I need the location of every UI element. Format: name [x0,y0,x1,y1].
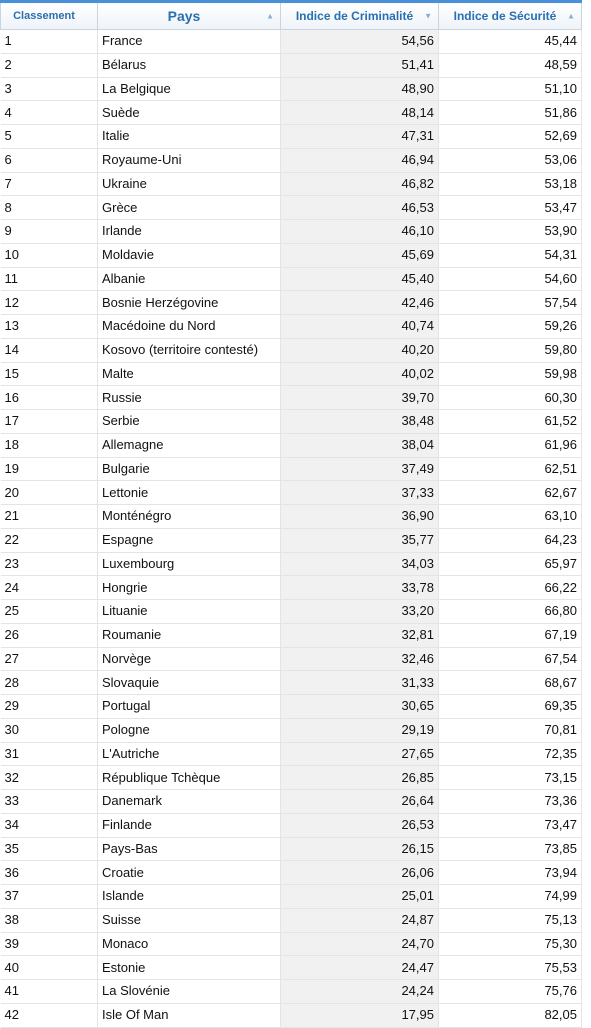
cell-safety-index: 74,99 [439,885,582,909]
cell-country: Islande [98,885,281,909]
cell-safety-index: 75,30 [439,932,582,956]
cell-rank: 18 [1,433,98,457]
cell-crime-index: 26,15 [281,837,439,861]
cell-safety-index: 63,10 [439,505,582,529]
cell-crime-index: 24,87 [281,908,439,932]
cell-crime-index: 30,65 [281,695,439,719]
cell-rank: 24 [1,576,98,600]
cell-country: Luxembourg [98,552,281,576]
cell-safety-index: 67,19 [439,623,582,647]
cell-safety-index: 68,67 [439,671,582,695]
cell-rank: 14 [1,338,98,362]
cell-crime-index: 26,53 [281,813,439,837]
cell-country: Slovaquie [98,671,281,695]
cell-crime-index: 35,77 [281,528,439,552]
cell-country: Pologne [98,718,281,742]
table-row [1,220,582,244]
cell-rank: 13 [1,315,98,339]
cell-country: Monaco [98,932,281,956]
cell-rank: 16 [1,386,98,410]
cell-safety-index: 66,80 [439,600,582,624]
cell-safety-index: 53,06 [439,148,582,172]
table-row [1,77,582,101]
cell-country: Malte [98,362,281,386]
cell-rank: 10 [1,243,98,267]
table-row [1,766,582,790]
cell-country: Isle Of Man [98,1003,281,1027]
cell-rank: 26 [1,623,98,647]
cell-safety-index: 82,05 [439,1003,582,1027]
sort-up-icon: ▲ [567,11,575,21]
cell-rank: 29 [1,695,98,719]
cell-rank: 37 [1,885,98,909]
table-row [1,243,582,267]
table-row [1,932,582,956]
column-header-label: Classement [13,10,75,22]
cell-crime-index: 24,47 [281,956,439,980]
cell-country: Espagne [98,528,281,552]
table-row [1,695,582,719]
cell-rank: 22 [1,528,98,552]
cell-crime-index: 36,90 [281,505,439,529]
cell-safety-index: 65,97 [439,552,582,576]
cell-crime-index: 48,14 [281,101,439,125]
cell-safety-index: 52,69 [439,125,582,149]
cell-rank: 3 [1,77,98,101]
cell-rank: 23 [1,552,98,576]
cell-country: Norvège [98,647,281,671]
table-row [1,718,582,742]
table-row [1,528,582,552]
table-row [1,267,582,291]
cell-rank: 30 [1,718,98,742]
table-row [1,125,582,149]
cell-crime-index: 26,06 [281,861,439,885]
cell-crime-index: 46,94 [281,148,439,172]
sort-up-icon: ▲ [266,11,274,21]
cell-rank: 5 [1,125,98,149]
cell-country: Monténégro [98,505,281,529]
table-row [1,315,582,339]
cell-crime-index: 48,90 [281,77,439,101]
cell-country: Kosovo (territoire contesté) [98,338,281,362]
cell-crime-index: 42,46 [281,291,439,315]
cell-crime-index: 24,70 [281,932,439,956]
cell-crime-index: 39,70 [281,386,439,410]
table-row [1,908,582,932]
table-row [1,623,582,647]
cell-safety-index: 75,76 [439,980,582,1004]
table-row [1,956,582,980]
cell-safety-index: 66,22 [439,576,582,600]
cell-crime-index: 40,74 [281,315,439,339]
cell-country: Irlande [98,220,281,244]
cell-country: L'Autriche [98,742,281,766]
cell-crime-index: 31,33 [281,671,439,695]
cell-safety-index: 72,35 [439,742,582,766]
cell-rank: 33 [1,790,98,814]
cell-crime-index: 46,53 [281,196,439,220]
cell-crime-index: 34,03 [281,552,439,576]
table-row [1,386,582,410]
table-row [1,53,582,77]
cell-country: Grèce [98,196,281,220]
cell-safety-index: 59,80 [439,338,582,362]
cell-safety-index: 51,86 [439,101,582,125]
table-row [1,196,582,220]
cell-safety-index: 70,81 [439,718,582,742]
cell-country: République Tchèque [98,766,281,790]
table-row [1,576,582,600]
cell-crime-index: 45,69 [281,243,439,267]
cell-safety-index: 53,18 [439,172,582,196]
table-row [1,647,582,671]
table-row [1,813,582,837]
table-row [1,837,582,861]
cell-safety-index: 48,59 [439,53,582,77]
cell-crime-index: 33,78 [281,576,439,600]
cell-country: Estonie [98,956,281,980]
cell-rank: 27 [1,647,98,671]
cell-safety-index: 64,23 [439,528,582,552]
cell-country: Bosnie Herzégovine [98,291,281,315]
cell-rank: 36 [1,861,98,885]
cell-rank: 39 [1,932,98,956]
cell-safety-index: 59,98 [439,362,582,386]
cell-country: Italie [98,125,281,149]
cell-crime-index: 29,19 [281,718,439,742]
cell-crime-index: 51,41 [281,53,439,77]
cell-country: France [98,30,281,54]
table-row [1,291,582,315]
cell-safety-index: 54,31 [439,243,582,267]
cell-crime-index: 38,04 [281,433,439,457]
cell-safety-index: 75,13 [439,908,582,932]
cell-country: Suède [98,101,281,125]
cell-country: Moldavie [98,243,281,267]
table-row [1,1003,582,1027]
cell-rank: 32 [1,766,98,790]
cell-rank: 28 [1,671,98,695]
cell-safety-index: 73,15 [439,766,582,790]
cell-country: Croatie [98,861,281,885]
column-header-label: Pays [167,8,201,24]
table-row [1,101,582,125]
table-row [1,505,582,529]
cell-country: Bélarus [98,53,281,77]
cell-country: Lituanie [98,600,281,624]
cell-safety-index: 57,54 [439,291,582,315]
cell-rank: 20 [1,481,98,505]
cell-rank: 7 [1,172,98,196]
cell-crime-index: 27,65 [281,742,439,766]
cell-safety-index: 60,30 [439,386,582,410]
cell-rank: 8 [1,196,98,220]
cell-safety-index: 61,52 [439,410,582,434]
cell-safety-index: 73,85 [439,837,582,861]
column-header-crime-index[interactable] [281,2,439,30]
table-row [1,552,582,576]
sort-down-icon: ▼ [424,11,432,21]
column-header-label: Indice de Criminalité [295,9,414,23]
cell-rank: 12 [1,291,98,315]
cell-rank: 31 [1,742,98,766]
cell-country: Ukraine [98,172,281,196]
cell-crime-index: 37,33 [281,481,439,505]
cell-country: Albanie [98,267,281,291]
column-header-rank[interactable] [1,2,98,30]
cell-rank: 2 [1,53,98,77]
cell-crime-index: 24,24 [281,980,439,1004]
table-row [1,410,582,434]
cell-safety-index: 62,51 [439,457,582,481]
cell-country: Suisse [98,908,281,932]
cell-safety-index: 73,47 [439,813,582,837]
cell-safety-index: 73,94 [439,861,582,885]
cell-rank: 6 [1,148,98,172]
cell-rank: 42 [1,1003,98,1027]
cell-rank: 4 [1,101,98,125]
cell-safety-index: 54,60 [439,267,582,291]
cell-rank: 19 [1,457,98,481]
cell-country: Danemark [98,790,281,814]
cell-safety-index: 51,10 [439,77,582,101]
cell-safety-index: 53,47 [439,196,582,220]
table-row [1,148,582,172]
cell-country: Macédoine du Nord [98,315,281,339]
cell-crime-index: 40,20 [281,338,439,362]
cell-safety-index: 53,90 [439,220,582,244]
table-row [1,172,582,196]
cell-rank: 11 [1,267,98,291]
cell-country: Serbie [98,410,281,434]
column-header-safety-index[interactable] [439,2,582,30]
cell-crime-index: 45,40 [281,267,439,291]
cell-crime-index: 32,46 [281,647,439,671]
cell-crime-index: 26,85 [281,766,439,790]
table-row [1,30,582,54]
table-row [1,457,582,481]
cell-safety-index: 67,54 [439,647,582,671]
cell-country: Roumanie [98,623,281,647]
cell-crime-index: 26,64 [281,790,439,814]
column-header-country[interactable] [98,2,281,30]
cell-safety-index: 61,96 [439,433,582,457]
cell-crime-index: 33,20 [281,600,439,624]
table-row [1,481,582,505]
cell-rank: 40 [1,956,98,980]
cell-crime-index: 37,49 [281,457,439,481]
cell-country: La Belgique [98,77,281,101]
cell-safety-index: 45,44 [439,30,582,54]
table-row [1,861,582,885]
cell-country: Lettonie [98,481,281,505]
cell-crime-index: 17,95 [281,1003,439,1027]
cell-crime-index: 40,02 [281,362,439,386]
cell-rank: 38 [1,908,98,932]
cell-safety-index: 59,26 [439,315,582,339]
cell-rank: 17 [1,410,98,434]
cell-rank: 35 [1,837,98,861]
table-row [1,600,582,624]
cell-rank: 1 [1,30,98,54]
cell-rank: 25 [1,600,98,624]
cell-crime-index: 54,56 [281,30,439,54]
cell-country: Pays-Bas [98,837,281,861]
cell-crime-index: 32,81 [281,623,439,647]
cell-country: Hongrie [98,576,281,600]
cell-crime-index: 38,48 [281,410,439,434]
cell-rank: 34 [1,813,98,837]
cell-rank: 15 [1,362,98,386]
cell-rank: 21 [1,505,98,529]
cell-rank: 9 [1,220,98,244]
cell-crime-index: 47,31 [281,125,439,149]
table-body [1,30,582,1028]
table-row [1,980,582,1004]
table-row [1,338,582,362]
column-header-label: Indice de Sécurité [453,9,557,23]
cell-safety-index: 73,36 [439,790,582,814]
cell-country: Royaume-Uni [98,148,281,172]
cell-crime-index: 46,10 [281,220,439,244]
table-row [1,742,582,766]
table-row [1,433,582,457]
cell-country: Allemagne [98,433,281,457]
table-row [1,362,582,386]
cell-crime-index: 25,01 [281,885,439,909]
cell-country: Bulgarie [98,457,281,481]
cell-country: Portugal [98,695,281,719]
cell-country: La Slovénie [98,980,281,1004]
table-row [1,885,582,909]
table-header [1,2,582,30]
cell-country: Russie [98,386,281,410]
cell-crime-index: 46,82 [281,172,439,196]
cell-safety-index: 69,35 [439,695,582,719]
table-row [1,790,582,814]
table-row [1,671,582,695]
cell-rank: 41 [1,980,98,1004]
cell-safety-index: 62,67 [439,481,582,505]
cell-safety-index: 75,53 [439,956,582,980]
cell-country: Finlande [98,813,281,837]
